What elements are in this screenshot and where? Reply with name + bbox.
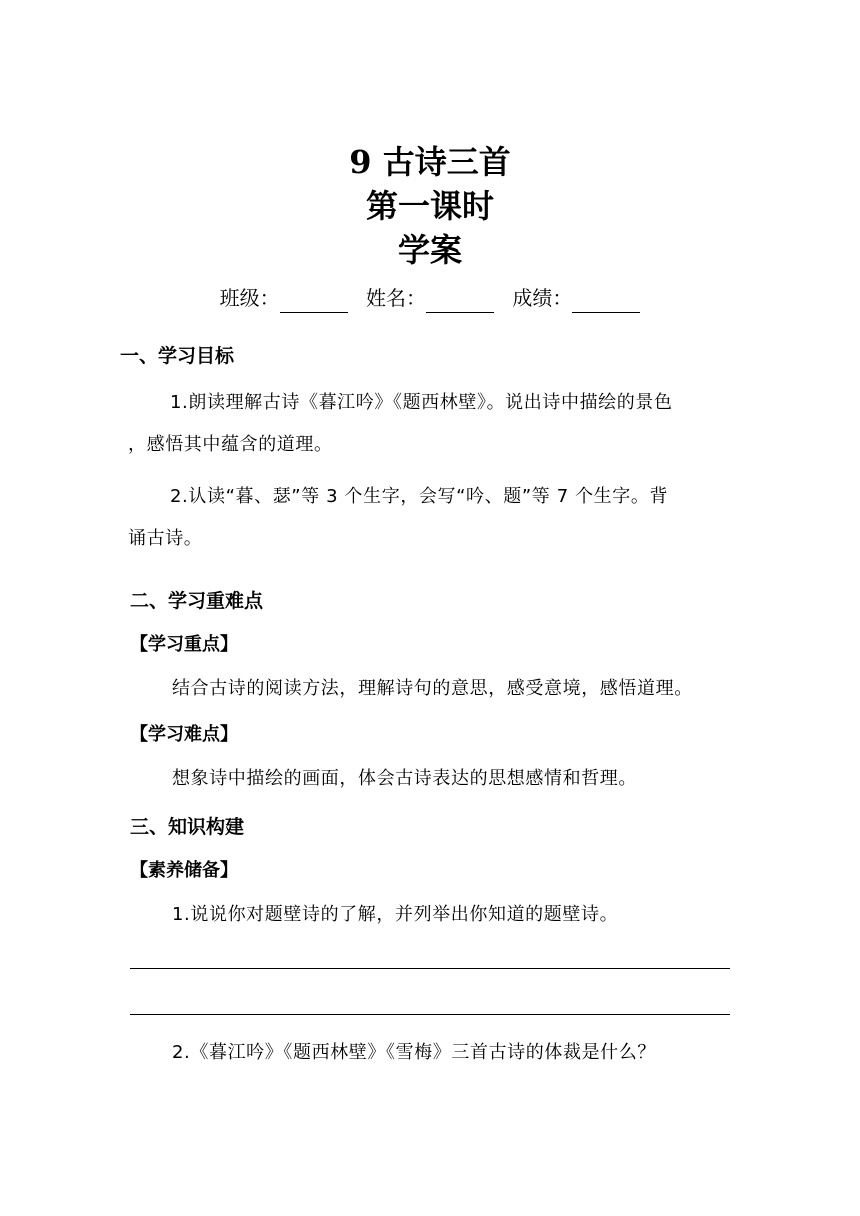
difficulty-label: 【学习难点】: [130, 724, 238, 745]
score-blank[interactable]: [572, 290, 640, 313]
question-2: 2.《暮江吟》《题西林壁》《雪梅》三首古诗的体裁是什么？: [172, 1042, 656, 1063]
key-point-text: 结合古诗的阅读方法，理解诗句的意思，感受意境，感悟道理。: [172, 678, 693, 699]
page-title: 9 古诗三首: [349, 143, 511, 181]
goal-1-line-2: ，感悟其中蕴含的道理。: [128, 434, 333, 455]
page-subtitle-lesson: 第一课时: [365, 187, 494, 225]
score-label: 成绩：: [512, 286, 573, 310]
goal-2-line-2: 诵古诗。: [128, 528, 203, 549]
student-info-row: [0, 283, 860, 313]
page-subtitle-type: 学案: [397, 231, 462, 269]
name-label: 姓名：: [366, 286, 426, 310]
name-blank[interactable]: [426, 290, 494, 313]
section-heading-knowledge: 三、知识构建: [130, 816, 245, 838]
question-1: 1.说说你对题壁诗的了解，并列举出你知道的题壁诗。: [172, 904, 619, 925]
section-heading-goals: 一、学习目标: [120, 345, 235, 367]
class-blank[interactable]: [280, 290, 348, 313]
class-label: 班级：: [219, 286, 280, 310]
goal-1-line-1: 1.朗读理解古诗《暮江吟》《题西林壁》。说出诗中描绘的景色: [170, 392, 673, 413]
difficulty-text: 想象诗中描绘的画面，体会古诗表达的思想感情和哲理。: [172, 768, 637, 789]
prep-label: 【素养储备】: [130, 860, 238, 881]
section-heading-key-points: 二、学习重难点: [130, 590, 264, 612]
goal-2-line-1: 2.认读“暮、瑟”等 3 个生字，会写“吟、题”等 7 个生字。背: [170, 486, 669, 507]
answer-line-2[interactable]: [130, 1014, 730, 1015]
answer-line-1[interactable]: [130, 968, 730, 969]
key-point-label: 【学习重点】: [130, 634, 238, 655]
